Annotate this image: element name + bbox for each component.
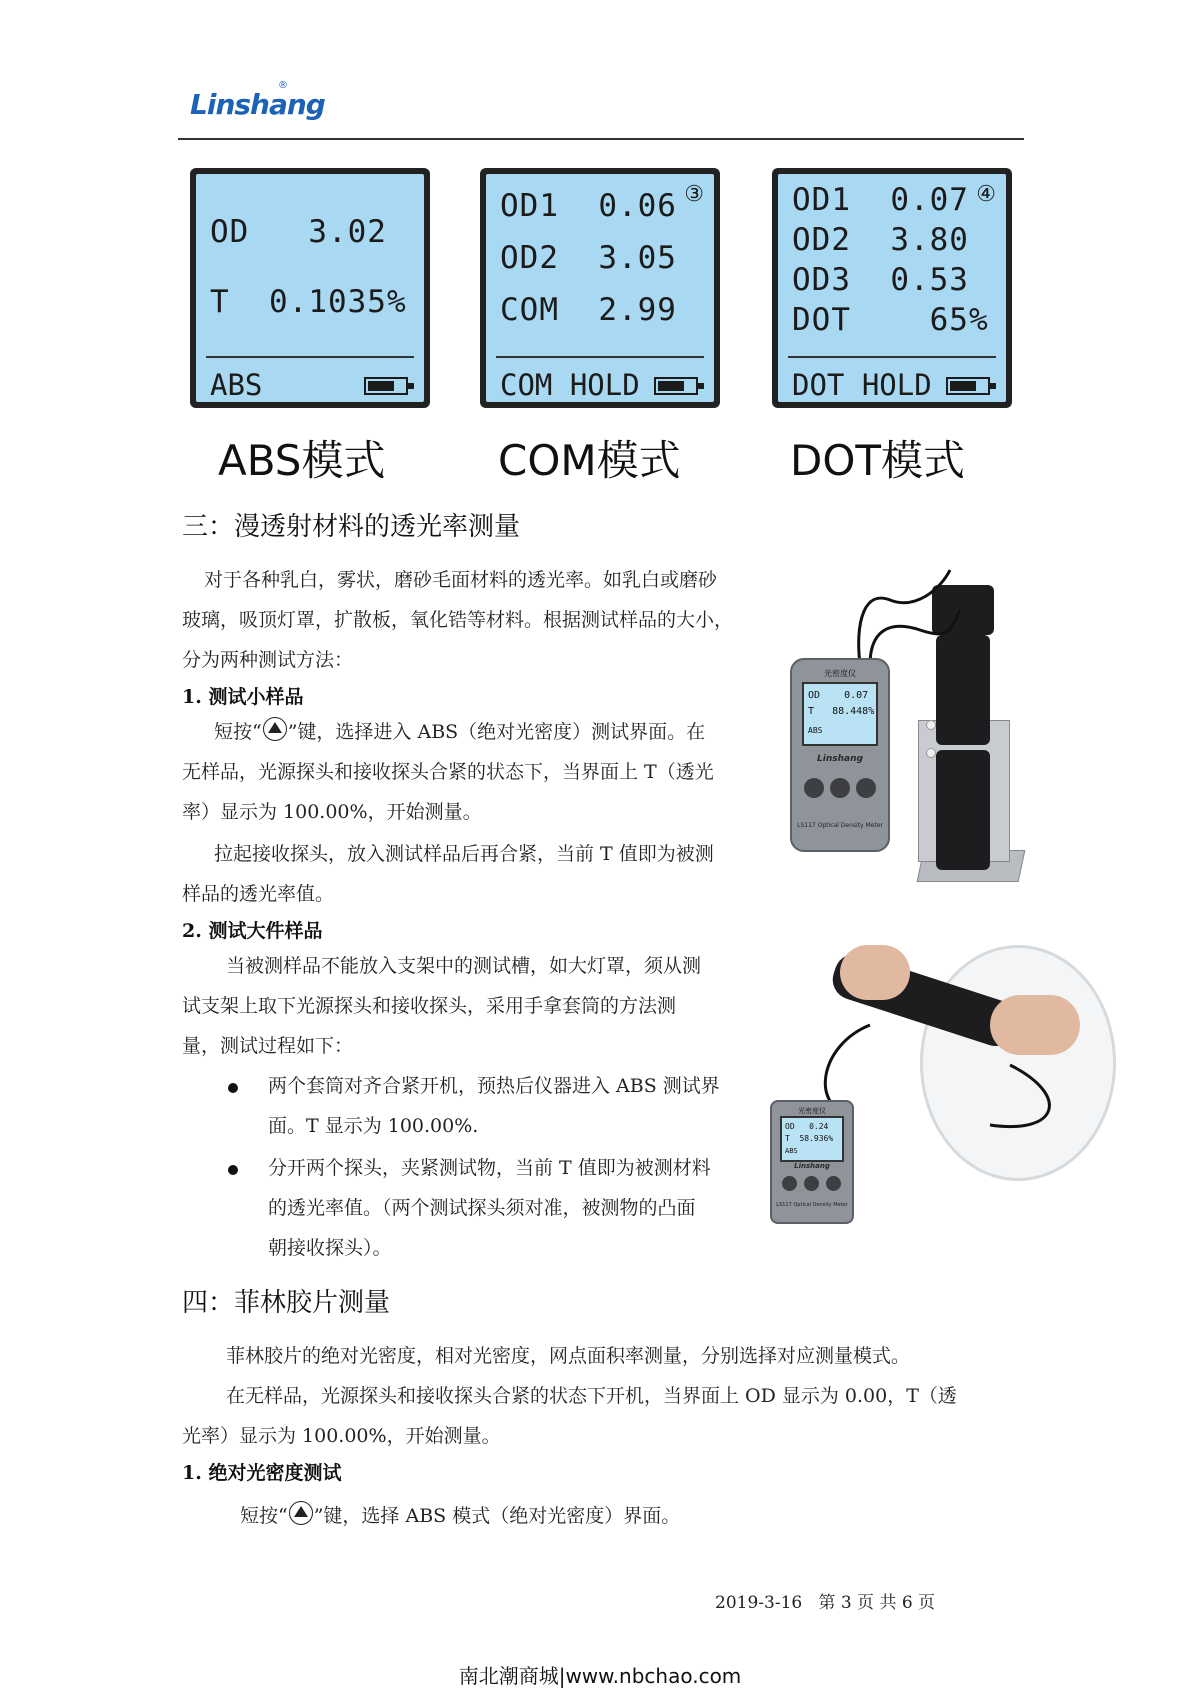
meter-with-stand-image	[790, 560, 1030, 890]
key-instruction-post: ”键，选择进入 ABS（绝对光密度）测试界面。在	[287, 721, 706, 743]
bullet-text: 面。T 显示为 100.00%.	[268, 1115, 479, 1137]
bullet-icon	[228, 1083, 238, 1093]
meter-device	[790, 658, 890, 852]
receiver-probe	[936, 750, 990, 870]
meter-screen	[780, 1116, 844, 1162]
lcd-line: OD1 0.07	[792, 182, 969, 218]
paragraph-line: 分为两种测试方法：	[182, 649, 354, 671]
meter-t: T 58.936%	[785, 1134, 834, 1143]
meter-title: 光密度仪	[798, 1107, 826, 1115]
key-instruction-pre: 短按“	[214, 721, 262, 743]
section-heading: 四：菲林胶片测量	[182, 1288, 391, 1318]
lcd-mode-label: DOT HOLD	[792, 368, 932, 402]
lcd-line: T 0.1035%	[210, 284, 407, 320]
battery-icon	[654, 377, 698, 395]
bullet-text: 朝接收探头）。	[268, 1237, 392, 1259]
paragraph-line: 玻璃，吸顶灯罩，扩散板，氧化锆等材料。根据测试样品的大小，	[182, 609, 734, 631]
paragraph-line	[240, 1496, 680, 1536]
bullet-text: 的透光率值。（两个测试探头须对准，被测物的凸面	[268, 1197, 696, 1219]
knob-icon	[926, 748, 936, 758]
meter-logo: Linshang	[817, 754, 863, 764]
bullet-text: 分开两个探头，夹紧测试物，当前 T 值即为被测材料	[268, 1157, 711, 1179]
meter-t: T 88.448%	[808, 706, 875, 717]
panel-caption: ABS模式	[218, 436, 386, 485]
page-footer-date: 2019-3-16 第 3 页 共 6 页	[715, 1593, 936, 1613]
subsection-heading: 2. 测试大件样品	[182, 920, 323, 942]
lcd-line: OD3 0.53	[792, 262, 969, 298]
meter-button	[856, 778, 876, 798]
logo-text: Linshang	[190, 88, 325, 121]
brand-logo	[190, 80, 325, 132]
battery-icon	[364, 377, 408, 395]
battery-icon	[946, 377, 990, 395]
meter-screen	[802, 682, 878, 746]
panel-number: ④	[976, 182, 996, 207]
subsection-heading: 1. 测试小样品	[182, 686, 304, 708]
meter-button	[826, 1176, 841, 1191]
paragraph-line: 菲林胶片的绝对光密度，相对光密度，网点面积率测量，分别选择对应测量模式。	[226, 1345, 911, 1367]
paragraph-line: 量，测试过程如下：	[182, 1035, 354, 1057]
meter-button	[782, 1176, 797, 1191]
lcd-line: OD 3.02	[210, 214, 387, 250]
lcd-panel-abs	[190, 168, 430, 408]
up-arrow-key-icon	[263, 717, 287, 741]
paragraph-line: 对于各种乳白，雾状，磨砂毛面材料的透光率。如乳白或磨砂	[204, 569, 718, 591]
key-instruction-post: ”键，选择 ABS 模式（绝对光密度）界面。	[313, 1505, 681, 1527]
paragraph-line: 当被测样品不能放入支架中的测试槽，如大灯罩，须从测	[226, 955, 702, 977]
handheld-measurement-image	[770, 925, 1080, 1235]
meter-title: 光密度仪	[824, 669, 856, 678]
lcd-panel-com	[480, 168, 720, 408]
meter-mode: ABS	[785, 1147, 798, 1155]
meter-button	[804, 778, 824, 798]
bullet-text: 两个套筒对齐合紧开机，预热后仪器进入 ABS 测试界	[268, 1075, 720, 1097]
panel-number: ③	[684, 182, 704, 207]
section-heading: 三：漫透射材料的透光率测量	[182, 512, 521, 542]
meter-od: OD 0.07	[808, 690, 869, 701]
lcd-line: OD2 3.05	[500, 240, 677, 276]
site-footer: 南北潮商城|www.nbchao.com	[458, 1664, 742, 1688]
meter-logo: Linshang	[794, 1162, 830, 1170]
paragraph-line: 样品的透光率值。	[182, 883, 335, 905]
meter-button	[804, 1176, 819, 1191]
subsection-heading: 1. 绝对光密度测试	[182, 1462, 342, 1484]
lcd-divider	[206, 356, 414, 358]
lcd-line: DOT 65%	[792, 302, 989, 338]
header-divider	[178, 138, 1024, 140]
knob-icon	[926, 720, 936, 730]
paragraph-line: 率）显示为 100.00%，开始测量。	[182, 801, 482, 823]
paragraph-line: 光率）显示为 100.00%，开始测量。	[182, 1425, 501, 1447]
paragraph-line	[214, 712, 705, 752]
paragraph-line: 无样品，光源探头和接收探头合紧的状态下，当界面上 T（透光	[182, 761, 714, 783]
paragraph-line: 在无样品，光源探头和接收探头合紧的状态下开机，当界面上 OD 显示为 0.00，T（透	[226, 1385, 957, 1407]
lcd-divider	[788, 356, 996, 358]
lcd-divider	[496, 356, 704, 358]
key-instruction-pre: 短按“	[240, 1505, 288, 1527]
lcd-mode-label: COM HOLD	[500, 368, 640, 402]
paragraph-line: 拉起接收探头，放入测试样品后再合紧，当前 T 值即为被测	[214, 843, 714, 865]
lcd-mode-label: ABS	[210, 368, 263, 402]
up-arrow-key-icon	[289, 1501, 313, 1525]
lcd-line: OD2 3.80	[792, 222, 969, 258]
registered-mark: ®	[278, 80, 288, 91]
panel-caption: DOT模式	[790, 436, 966, 485]
lcd-line: OD1 0.06	[500, 188, 677, 224]
meter-button	[830, 778, 850, 798]
meter-mode: ABS	[808, 726, 823, 735]
meter-model: LS117 Optical Density Meter	[776, 1202, 848, 1208]
lcd-line: COM 2.99	[500, 292, 677, 328]
meter-device	[770, 1100, 854, 1224]
panel-caption: COM模式	[498, 436, 681, 485]
meter-od: OD 0.24	[785, 1122, 829, 1131]
lcd-panel-dot	[772, 168, 1012, 408]
cable-icon	[830, 560, 970, 670]
paragraph-line: 试支架上取下光源探头和接收探头，采用手拿套筒的方法测	[182, 995, 677, 1017]
meter-model: LS117 Optical Density Meter	[797, 822, 883, 829]
bullet-icon	[228, 1165, 238, 1175]
